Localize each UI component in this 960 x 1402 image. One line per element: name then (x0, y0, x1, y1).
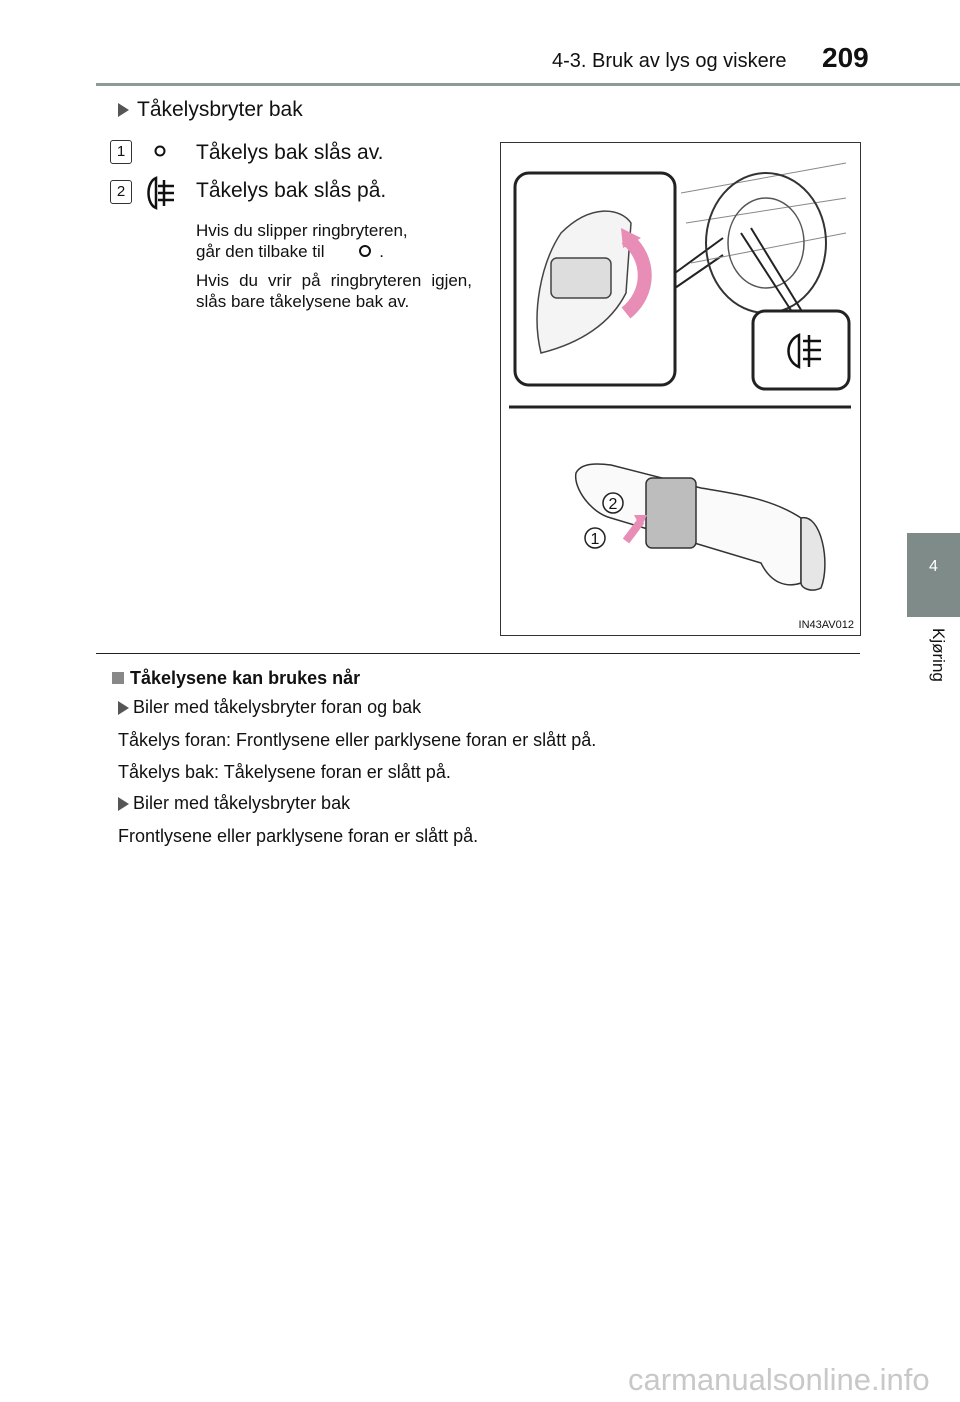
note-twist-again: Hvis du vrir på ringbryteren igjen, slås bare tåkelysene bak av. (196, 271, 472, 311)
chapter-name: Kjøring (929, 628, 948, 682)
fog-light-switch-illustration (500, 142, 861, 636)
note-release: Hvis du slipper ringbryteren, går den tilbake til . (196, 221, 408, 261)
condition-sub1: Biler med tåkelysbryter foran og bak (118, 697, 421, 718)
header-section-title: 4-3. Bruk av lys og viskere (552, 50, 787, 72)
bullet-arrow-icon (118, 103, 129, 117)
item-number-1: 1 (110, 140, 132, 164)
fog-light-off-icon (154, 145, 166, 157)
header-rule (96, 83, 960, 86)
chapter-number: 4 (929, 558, 938, 575)
section-divider (96, 653, 860, 654)
watermark: carmanualsonline.info (628, 1362, 930, 1397)
item-1-text: Tåkelys bak slås av. (196, 141, 384, 164)
illustration-callout-1: 1 (590, 531, 600, 548)
illustration-callout-2: 2 (608, 496, 618, 513)
condition-line2: Tåkelys bak: Tåkelysene foran er slått på. (118, 762, 451, 782)
section-heading: Tåkelysbryter bak (118, 98, 303, 122)
condition-line3: Frontlysene eller parklysene foran er slått på. (118, 826, 479, 846)
illustration-drawing (501, 143, 859, 634)
fog-light-off-icon (329, 243, 379, 259)
illustration-code: IN43AV012 (798, 619, 854, 631)
item-number-2: 2 (110, 180, 132, 204)
rear-fog-light-icon (142, 174, 182, 212)
bullet-arrow-icon (118, 701, 129, 715)
item-2-text: Tåkelys bak slås på. (196, 179, 387, 202)
square-bullet-icon (112, 672, 124, 684)
condition-heading: Tåkelysene kan brukes når (112, 668, 360, 689)
bullet-arrow-icon (118, 797, 129, 811)
condition-line1: Tåkelys foran: Frontlysene eller parklysene foran er slått på. (118, 730, 597, 750)
page-number: 209 (822, 42, 869, 73)
condition-sub2: Biler med tåkelysbryter bak (118, 793, 350, 814)
